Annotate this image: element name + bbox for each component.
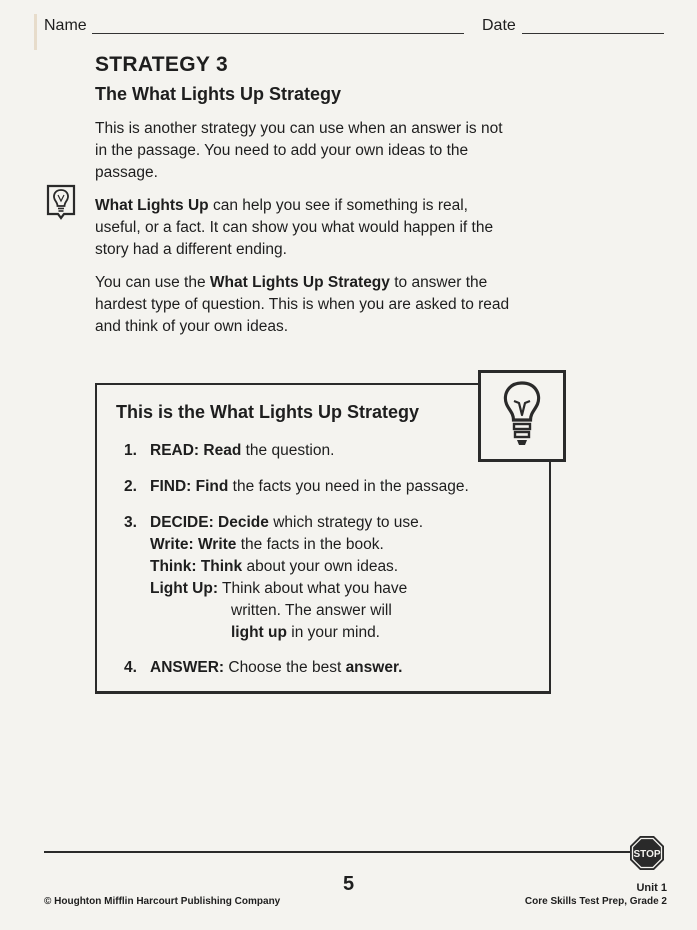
stop-sign-icon xyxy=(629,835,665,871)
substep-bold: light up xyxy=(231,624,287,641)
name-label: Name xyxy=(44,17,87,34)
substep-think xyxy=(150,556,398,578)
step-read xyxy=(124,440,334,462)
step-number: 1. xyxy=(124,442,137,459)
substep-text: about your own ideas. xyxy=(242,558,399,575)
strategy-number: STRATEGY 3 xyxy=(95,53,228,76)
step-find xyxy=(124,476,469,498)
step-label: DECIDE: xyxy=(150,514,214,531)
paragraph-text: to answer the hardest type of question. This is when you are asked to read and think of your own ideas. xyxy=(95,274,510,335)
date-label: Date xyxy=(482,17,516,34)
step-verb: Read xyxy=(203,442,242,459)
step-label: ANSWER: xyxy=(150,659,225,676)
name-field[interactable] xyxy=(92,33,464,34)
unit-label: Unit 1 xyxy=(636,882,667,894)
substep-text: in your mind. xyxy=(286,624,380,641)
date-field[interactable] xyxy=(522,33,664,34)
what-lights-up-term: What Lights Up xyxy=(95,197,209,214)
footer-divider xyxy=(44,851,634,853)
substep-verb: Think xyxy=(200,558,243,575)
step-label: READ: xyxy=(150,442,200,459)
step-number: 2. xyxy=(124,478,137,495)
step-text: Choose the best xyxy=(224,659,346,676)
step-text: the question. xyxy=(241,442,335,459)
lightbulb-icon xyxy=(44,182,78,220)
substep-verb: Write xyxy=(197,536,237,553)
step-text: the facts you need in the passage. xyxy=(228,478,469,495)
substep-write xyxy=(150,534,384,556)
substep-label: Think: xyxy=(150,558,197,575)
book-title: Core Skills Test Prep, Grade 2 xyxy=(524,896,667,907)
substep-text: the facts in the book. xyxy=(236,536,384,553)
substep-text: Think about what you have xyxy=(218,580,408,597)
stop-text: STOP xyxy=(633,849,661,860)
paragraph-text: can help you see if something is real, useful, or a fact. It can show you what would happen if the story had a different ending. xyxy=(95,197,494,258)
step-verb: Find xyxy=(195,478,229,495)
substep-light-up-line-2: written. The answer will xyxy=(231,602,392,619)
box-title: This is the What Lights Up Strategy xyxy=(116,402,420,422)
substep-label: Light Up: xyxy=(150,580,219,597)
step-number: 4. xyxy=(124,659,137,676)
paragraph-text: You can use the xyxy=(95,274,210,291)
copyright: © Houghton Mifflin Harcourt Publishing Company xyxy=(44,896,281,907)
step-number: 3. xyxy=(124,514,137,531)
intro-paragraph: This is another strategy you can use when an answer is not in the passage. You need to add your own ideas to the passage. xyxy=(95,120,503,181)
substep-label: Write: xyxy=(150,536,194,553)
margin-mark xyxy=(34,14,37,50)
substep-light-up xyxy=(150,578,407,600)
step-verb: Decide xyxy=(218,514,269,531)
strategy-term: What Lights Up Strategy xyxy=(209,274,390,291)
page-number: 5 xyxy=(343,873,355,895)
substep-light-up-line-3 xyxy=(231,622,380,644)
strategy-title: The What Lights Up Strategy xyxy=(95,84,342,104)
lightbulb-icon xyxy=(481,373,563,459)
step-decide xyxy=(124,512,423,534)
usage-paragraph xyxy=(95,272,515,338)
step-label: FIND: xyxy=(150,478,192,495)
what-lights-up-paragraph xyxy=(95,195,515,261)
step-bold: answer. xyxy=(345,659,403,676)
step-answer xyxy=(124,657,402,679)
lightbulb-badge xyxy=(478,370,566,462)
step-text: which strategy to use. xyxy=(268,514,424,531)
